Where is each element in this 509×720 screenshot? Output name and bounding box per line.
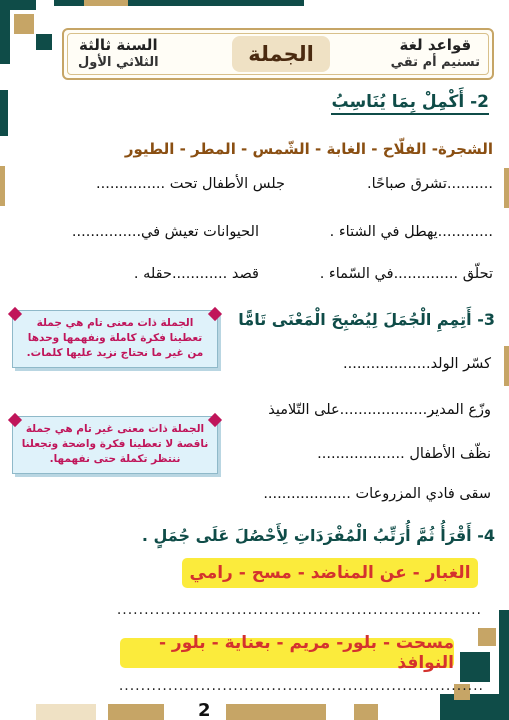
section3-heading: 3- أَتِمِمِ الْجُمَلَ لِيُصْبِحَ الْمَعْنَى تَامًّا: [238, 310, 495, 329]
page-number: 2: [198, 700, 211, 720]
corner-decoration: [36, 704, 96, 720]
note-complete-sentence: [12, 310, 218, 368]
header-right-block: [391, 36, 480, 70]
section2-heading: 2- أَكْمِلْ بِمَا يُنَاسِبُ: [331, 92, 489, 115]
corner-decoration: [226, 704, 326, 720]
page-title: الجملة: [248, 42, 314, 66]
corner-decoration: [0, 0, 10, 64]
exercise-line: كسّر الولد...................: [343, 356, 491, 372]
corner-decoration: [0, 166, 5, 206]
corner-decoration: [108, 704, 164, 720]
worksheet-header: [62, 28, 494, 80]
section4-heading: 4- أَقْرَأُ ثُمَّ أُرَتِّبُ الْمُفْرَدَاتِ لِأَحْصُلَ عَلَى جُمَلٍ .: [141, 526, 495, 545]
grade-label: السنة ثالثة: [78, 36, 158, 54]
exercise-line: جلس الأطفال تحت ...............: [96, 176, 285, 192]
corner-decoration: [14, 14, 34, 34]
note-incomplete-sentence: [12, 416, 218, 474]
term-label: الثلاثي الأول: [78, 55, 159, 70]
note-incomplete-sentence-text: الجملة ذات معنى غير تام هي جملة ناقصة لا تعطينا فكرة واضحة وتجعلنا ننتظر تكملة حتى نفهمها.: [21, 423, 209, 466]
word-band-2: [120, 633, 454, 673]
title-box: [232, 36, 330, 72]
corner-decoration: [440, 694, 509, 720]
exercise-line: ............يهطل في الشتاء .: [329, 224, 493, 240]
corner-decoration: [84, 0, 128, 6]
word-band-1-text: الغبار - عن المناضد - مسح - رامي: [189, 563, 471, 583]
exercise-line: قصد ............حقله .: [133, 266, 259, 282]
corner-decoration: [0, 90, 8, 136]
header-left-block: [78, 36, 159, 70]
exercise-line: تحلّق ..............في السّماء .: [319, 266, 493, 282]
author-label: تسنيم أم تقي: [390, 55, 480, 70]
word-band-1: [182, 558, 478, 588]
exercise-line: نظّف الأطفال ...................: [317, 446, 491, 462]
answer-line-2[interactable]: ...................................................................: [118, 678, 484, 694]
section2-word-bank: الشجرة- الفلّاح - الغابة - الشّمس - المطر - الطيور: [124, 140, 493, 158]
corner-decoration: [478, 628, 496, 646]
subject-label: قواعد لغة: [399, 36, 472, 54]
word-band-2-text: مسحت - بلور- مريم - بعناية - بلور - النوافذ: [158, 633, 454, 673]
exercise-line: سقى فادي المزروعات ...................: [263, 486, 491, 502]
answer-line-1[interactable]: ...................................................................: [116, 602, 482, 618]
exercise-line: وزّع المدير...................على التّلاميذ: [268, 402, 491, 418]
corner-decoration: [36, 34, 52, 50]
note-complete-sentence-text: الجملة ذات معنى تام هي جملة تعطينا فكرة كاملة ونفهمها وحدها من غير ما نحتاج نزيد عليها كلمات.: [26, 317, 204, 360]
corner-decoration: [354, 704, 378, 720]
corner-decoration: [504, 346, 509, 386]
exercise-line: الحيوانات تعيش في...............: [71, 224, 259, 240]
corner-decoration: [504, 168, 509, 208]
exercise-line: ..........تشرق صباحًا.: [366, 176, 493, 192]
